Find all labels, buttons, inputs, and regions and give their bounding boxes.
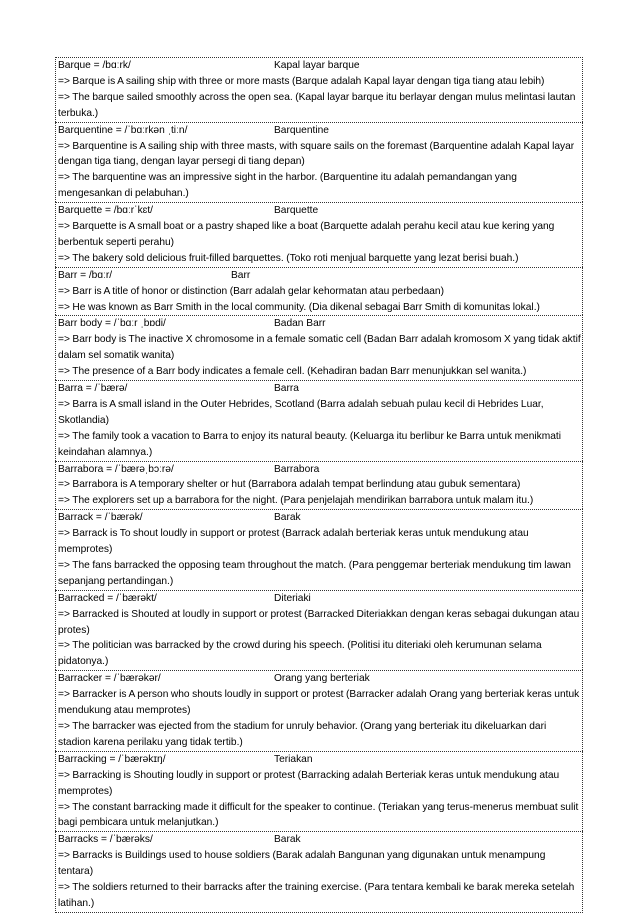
example: => The presence of a Barr body indicates a female cell. (Kehadiran badan Barr menunjukkan sel wanita.) — [58, 366, 527, 378]
headword: Barquentine = /ˈbɑːrkən ˌtiːn/ — [58, 124, 188, 136]
entry-headword-row — [58, 316, 581, 332]
headword: Barrack = /ˈbærək/ — [58, 512, 143, 524]
translation: Barr — [231, 269, 251, 281]
headword: Barrabora = /ˈbærəˌbɔːrə/ — [58, 463, 174, 475]
example: => The family took a vacation to Barra to enjoy its natural beauty. (Keluarga itu berlibur ke Barra untuk menikmati keindahan alamnya.) — [58, 430, 561, 458]
definition: => Barrabora is A temporary shelter or hut (Barrabora adalah tempat berlindung atau gubuk sementara) — [58, 479, 521, 491]
definition: => Barquette is A small boat or a pastry shaped like a boat (Barquette adalah perahu kecil atau kue kering yang berbentuk seperti perahu) — [58, 221, 555, 248]
entry-barr-body — [55, 315, 583, 380]
example: => He was known as Barr Smith in the local community. (Dia dikenal sebagai Barr Smith di komunitas lokal.) — [58, 301, 540, 313]
headword: Barr = /bɑːr/ — [58, 269, 113, 281]
example: => The barquentine was an impressive sight in the harbor. (Barquentine itu adalah pemandangan yang mengesankan di pelabuhan.) — [58, 172, 517, 200]
translation: Barak — [274, 512, 301, 524]
headword: Barr body = /ˈbɑːr ˌbɒdi/ — [58, 318, 166, 330]
entry-headword-row — [58, 832, 581, 848]
definition: => Barracking is Shouting loudly in support or protest (Barracking adalah Berteriak keras untuk mendukung atau memprotes) — [58, 769, 560, 797]
entry-headword-row — [58, 462, 581, 478]
translation: Orang yang berteriak — [274, 673, 370, 685]
example: => The explorers set up a barrabora for the night. (Para penjelajah mendirikan barrabora untuk malam itu.) — [58, 495, 534, 507]
example: => The barracker was ejected from the stadium for unruly behavior. (Orang yang berteriak itu dikeluarkan dari stadion karena perilaku yang tidak tertib.) — [58, 721, 547, 748]
example: => The bakery sold delicious fruit-filled barquettes. (Toko roti menjual barquette yang lezat berisi buah.) — [58, 252, 519, 264]
entry-headword-row — [58, 510, 581, 526]
entry-headword-row — [58, 203, 581, 219]
definition: => Barra is A small island in the Outer Hebrides, Scotland (Barra adalah sebuah pulau kecil di Hebrides Luar, Skotlandia) — [58, 398, 544, 426]
translation: Diteriaki — [274, 592, 311, 604]
entry-headword-row — [58, 268, 581, 284]
translation: Barra — [274, 383, 299, 395]
example: => The fans barracked the opposing team throughout the match. (Para penggemar berteriak mendukung tim lawan sepanjang pertandingan.) — [58, 559, 571, 587]
headword: Barracks = /ˈbærəks/ — [58, 834, 153, 846]
headword: Barque = /bɑːrk/ — [58, 60, 131, 71]
entry-barracks — [55, 831, 583, 913]
definition: => Barquentine is A sailing ship with three masts, with square sails on the foremast (Barquentine adalah Kapal layar dengan tiga tiang, dengan layar persegi di tiang depan) — [58, 140, 575, 168]
entry-barquentine — [55, 122, 583, 203]
example: => The soldiers returned to their barracks after the training exercise. (Para tentara kembali ke barak mereka setelah latihan.) — [58, 882, 575, 909]
entry-barrack — [55, 509, 583, 590]
translation: Barak — [274, 834, 301, 846]
definition: => Barque is A sailing ship with three or more masts (Barque adalah Kapal layar dengan tiga tiang atau lebih) — [58, 75, 545, 87]
headword: Barracking = /ˈbærəkɪŋ/ — [58, 753, 166, 765]
headword: Barracker = /ˈbærəkər/ — [58, 673, 161, 685]
definition: => Barr is A title of honor or distinction (Barr adalah gelar kehormatan atau perbedaan) — [58, 285, 444, 297]
headword: Barracked = /ˈbærəkt/ — [58, 592, 157, 604]
translation: Barrabora — [274, 463, 320, 475]
example: => The constant barracking made it difficult for the speaker to continue. (Teriakan yang terus-menerus membuat sulit bagi pembicara untuk melanjutkan.) — [58, 801, 579, 829]
entry-headword-row — [58, 671, 581, 687]
entry-headword-row — [58, 381, 581, 397]
entry-headword-row — [58, 591, 581, 607]
definition: => Barracks is Buildings used to house soldiers (Barak adalah Bangunan yang digunakan untuk menampung tentara) — [58, 850, 546, 878]
translation: Barquette — [274, 205, 319, 217]
definition: => Barracker is A person who shouts loudly in support or protest (Barracker adalah Orang yang berteriak keras untuk mendukung atau memprotes) — [58, 689, 580, 717]
entry-barque — [55, 57, 583, 122]
definition: => Barr body is The inactive X chromosome in a female somatic cell (Badan Barr adalah kromosom X yang tidak aktif dalam sel somatik wanita) — [58, 334, 581, 362]
entry-barracking — [55, 751, 583, 832]
translation: Barquentine — [274, 124, 329, 136]
headword: Barra = /ˈbærə/ — [58, 383, 128, 395]
example: => The barque sailed smoothly across the open sea. (Kapal layar barque itu berlayar dengan mulus melintasi lautan terbuka.) — [58, 91, 576, 119]
headword: Barquette = /bɑːrˈkɛt/ — [58, 205, 153, 217]
translation: Kapal layar barque — [274, 60, 360, 71]
entry-barra — [55, 380, 583, 461]
definition: => Barracked is Shouted at loudly in support or protest (Barracked Diteriakkan dengan keras sebagai dukungan atau protes) — [58, 608, 580, 636]
dictionary-table — [55, 57, 583, 913]
example: => The politician was barracked by the crowd during his speech. (Politisi itu diteriaki oleh kerumunan selama pidatonya.) — [58, 640, 542, 668]
entry-headword-row — [58, 123, 581, 139]
entry-headword-row — [58, 58, 581, 74]
entry-barr — [55, 267, 583, 316]
entry-headword-row — [58, 752, 581, 768]
translation: Badan Barr — [274, 318, 326, 330]
translation: Teriakan — [274, 753, 313, 765]
entry-barracked — [55, 590, 583, 671]
definition: => Barrack is To shout loudly in support or protest (Barrack adalah berteriak keras untuk mendukung atau memprotes) — [58, 528, 529, 556]
entry-barquette — [55, 202, 583, 267]
entry-barrabora — [55, 461, 583, 510]
entry-barracker — [55, 670, 583, 751]
